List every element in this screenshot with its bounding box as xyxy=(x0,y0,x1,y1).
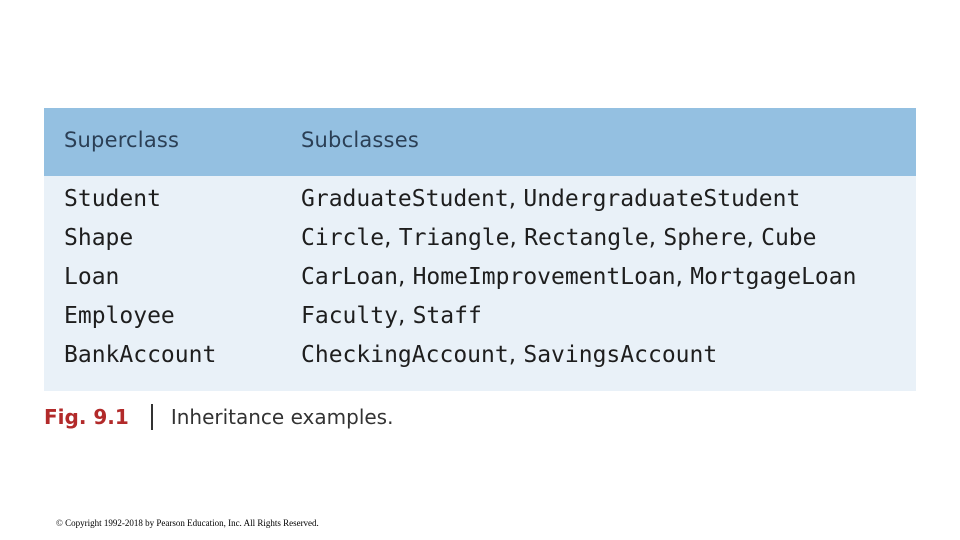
subclass-name: CarLoan xyxy=(301,264,398,290)
caption-divider xyxy=(151,404,153,430)
subclass-name: CheckingAccount xyxy=(301,342,509,368)
subclasses-cell: Faculty, Staff xyxy=(301,303,482,329)
subclass-name: Rectangle xyxy=(524,225,649,251)
inheritance-table xyxy=(44,108,916,391)
subclass-name: MortgageLoan xyxy=(690,264,857,290)
subclass-name: UndergraduateStudent xyxy=(523,186,801,212)
table-row xyxy=(44,336,916,375)
subclasses-cell: CheckingAccount, SavingsAccount xyxy=(301,342,718,368)
subclasses-cell: GraduateStudent, UndergraduateStudent xyxy=(301,186,801,212)
subclass-name: Circle xyxy=(301,225,385,251)
subclass-name: Staff xyxy=(412,303,482,329)
copyright-notice: © Copyright 1992-2018 by Pearson Education, Inc. All Rights Reserved. xyxy=(56,518,319,528)
header-superclass: Superclass xyxy=(64,128,180,152)
superclass-cell: Shape xyxy=(64,225,134,251)
superclass-cell: Loan xyxy=(64,264,120,290)
subclass-name: GraduateStudent xyxy=(301,186,509,212)
table-row xyxy=(44,258,916,297)
superclass-cell: BankAccount xyxy=(64,342,217,368)
subclass-name: SavingsAccount xyxy=(523,342,718,368)
superclass-cell: Employee xyxy=(64,303,175,329)
header-subclasses: Subclasses xyxy=(301,128,419,152)
table-header xyxy=(44,108,916,176)
caption-text: Inheritance examples. xyxy=(170,405,394,429)
figure-label: Fig. 9.1 xyxy=(44,405,129,429)
figure-caption xyxy=(44,402,393,432)
table-row xyxy=(44,219,916,258)
superclass-cell: Student xyxy=(64,186,161,212)
subclass-name: Triangle xyxy=(398,225,510,251)
subclasses-cell: Circle, Triangle, Rectangle, Sphere, Cube xyxy=(301,225,817,251)
subclass-name: HomeImprovementLoan xyxy=(412,264,676,290)
subclass-name: Sphere xyxy=(663,225,747,251)
subclass-name: Faculty xyxy=(301,303,398,329)
table-row xyxy=(44,180,916,219)
table-row xyxy=(44,297,916,336)
subclass-name: Cube xyxy=(761,225,817,251)
subclasses-cell: CarLoan, HomeImprovementLoan, MortgageLoan xyxy=(301,264,857,290)
